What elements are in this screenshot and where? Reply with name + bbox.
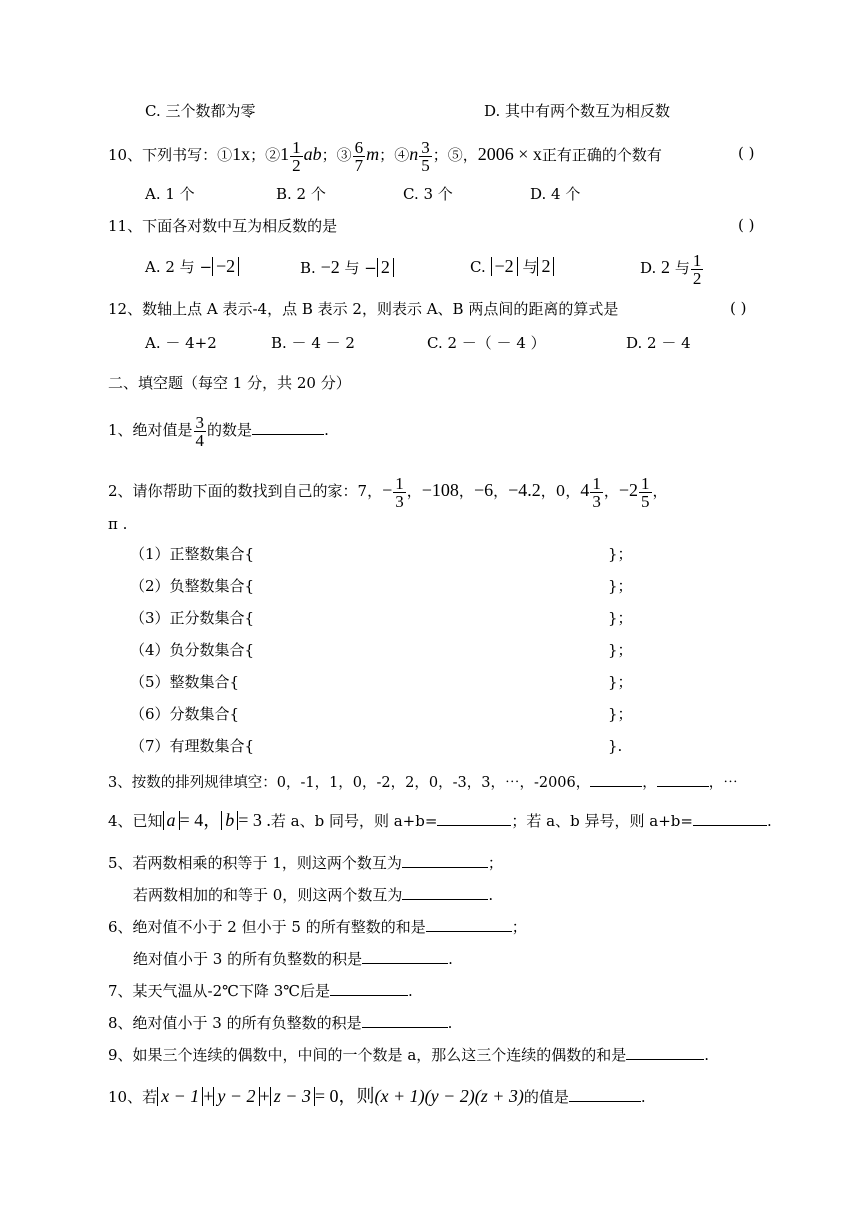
answer-blank[interactable] — [426, 931, 512, 932]
q10-option-c: C. 3 个 — [403, 185, 453, 203]
q10-expr-4-frac: $\frac{3}{5}$ — [421, 137, 430, 175]
q12-option-b: B. － 4 － 2 — [271, 334, 355, 352]
fill-6-line-2: 绝对值小于 3 的所有负整数的积是 . — [133, 950, 453, 968]
q10-stem: 10、下列书写：①1x；②1 $\frac{1}{2}$ ab；③ $\frac{6}{7}$ m；④n $\frac{3}{5}$ ；⑤，2006 × x正有正确的个数有 — [108, 137, 662, 175]
section-heading: 二、填空题（每空 1 分，共 20 分） — [108, 374, 351, 392]
set-end-4: }； — [608, 641, 633, 659]
answer-blank[interactable] — [252, 434, 324, 435]
fraction: $\frac{1}{3}$ — [395, 473, 404, 511]
set-label-6: （6）分数集合{ — [130, 705, 240, 723]
answer-blank[interactable] — [590, 786, 642, 787]
q10-expr-2-frac: $\frac{1}{2}$ — [292, 137, 301, 175]
set-end-3: }； — [608, 609, 633, 627]
fill-4: 4、已知 a = 4， b = 3 .若 a、b 同号，则 a+b= ；若 a、b 异号，则 a+b= . — [108, 810, 772, 830]
circle-1: ① — [217, 146, 233, 164]
fraction: $\frac{3}{4}$ — [195, 412, 205, 450]
set-end-5: }； — [608, 673, 633, 691]
fraction: $\frac{1}{2}$ — [692, 250, 702, 288]
circle-2: ② — [265, 146, 281, 164]
answer-blank[interactable] — [402, 899, 488, 900]
abs-value: −2 — [212, 257, 239, 276]
fill-5-line-2: 若两数相加的和等于 0，则这两个数互为 . — [133, 886, 494, 904]
fill-10: 10、若 x − 1 + y − 2 + z − 3 = 0，则(x + 1)(y − 2)(z + 3)的值是 . — [108, 1086, 646, 1106]
q10-expr-4-var: n — [409, 144, 419, 164]
answer-blank[interactable] — [657, 786, 709, 787]
q10-option-d: D. 4 个 — [530, 185, 581, 203]
q12-stem: 12、数轴上点 A 表示-4，点 B 表示 2，则表示 A、B 两点间的距离的算式是 — [108, 300, 619, 318]
circle-3: ③ — [336, 146, 352, 164]
q10-expr-1: 1x — [232, 144, 251, 164]
set-label-1: （1）正整数集合{ — [130, 545, 255, 563]
abs-value: 2 — [377, 258, 394, 277]
separator: ； — [250, 146, 266, 164]
abs-b: b — [221, 811, 238, 830]
q10-number: 10、下列书写： — [108, 146, 218, 164]
set-end-6: }； — [608, 705, 633, 723]
q11-option-a: A. 2 与 − −2 — [145, 255, 239, 279]
fill-2: 2、请你帮助下面的数找到自己的家：7，− $\frac{1}{3}$ ，−108，−6，−4.2，0，4 $\frac{1}{3}$ ，−2 $\frac{1}{5}$ ， — [108, 473, 668, 511]
fill-9: 9、如果三个连续的偶数中，中间的一个数是 a，那么这三个连续的偶数的和是 . — [108, 1046, 710, 1064]
q12-option-c: C. 2 －（ － 4 ） — [427, 334, 546, 352]
q10-expr-5: 2006 × x — [477, 144, 542, 164]
abs-value: z − 3 — [270, 1087, 315, 1106]
q11-answer-paren: ( ) — [738, 216, 755, 234]
fill-5-line-1: 5、若两数相乘的积等于 1，则这两个数互为 ； — [108, 854, 503, 872]
q10-tail: 正有正确的个数有 — [541, 146, 662, 164]
answer-blank[interactable] — [330, 995, 408, 996]
abs-value: x − 1 — [157, 1087, 203, 1106]
abs-value: y − 2 — [213, 1087, 259, 1106]
answer-blank[interactable] — [437, 825, 511, 826]
fill-7: 7、某天气温从-2℃下降 3℃后是 . — [108, 982, 413, 1000]
q10-expr-2-int: 1 — [280, 144, 290, 164]
q12-answer-paren: ( ) — [730, 299, 747, 317]
q10-option-a: A. 1 个 — [145, 185, 195, 203]
set-label-2: （2）负整数集合{ — [130, 577, 255, 595]
answer-blank[interactable] — [693, 825, 767, 826]
set-end-2: }； — [608, 577, 633, 595]
q12-option-a: A. － 4+2 — [145, 334, 217, 352]
q11-option-c: C. −2 与 2 — [470, 255, 554, 279]
fill-1: 1、绝对值是 $\frac{3}{4}$ 的数是 . — [108, 412, 329, 450]
abs-a: a — [163, 811, 180, 830]
fill-8: 8、绝对值小于 3 的所有负整数的积是 . — [108, 1014, 453, 1032]
q11-stem: 11、下面各对数中互为相反数的是 — [108, 217, 338, 235]
set-end-7: }. — [608, 737, 623, 755]
fraction: $\frac{1}{3}$ — [592, 473, 601, 511]
q12-option-d: D. 2 － 4 — [626, 334, 691, 352]
answer-blank[interactable] — [569, 1101, 641, 1102]
circle-4: ④ — [394, 146, 410, 164]
circle-5: ⑤， — [447, 146, 478, 164]
fill-3: 3、按数的排列规律填空：0，-1，1，0，-2，2，0，-3，3，⋯，-2006， ， ，⋯ — [108, 775, 738, 791]
q10-option-b: B. 2 个 — [276, 185, 326, 203]
set-label-3: （3）正分数集合{ — [130, 609, 255, 627]
q11-option-d: D. 2 与 $\frac{1}{2}$ — [640, 250, 702, 288]
q9-option-d: D. 其中有两个数互为相反数 — [484, 102, 671, 120]
answer-blank[interactable] — [626, 1059, 704, 1060]
fill-2-pi: π . — [108, 515, 128, 533]
q10-expr-3-var: m — [366, 144, 380, 164]
set-label-4: （4）负分数集合{ — [130, 641, 255, 659]
answer-blank[interactable] — [362, 1027, 448, 1028]
q10-expr-3-frac: $\frac{6}{7}$ — [354, 137, 364, 175]
fraction: $\frac{1}{5}$ — [641, 473, 650, 511]
q9-option-c: C. 三个数都为零 — [145, 102, 256, 120]
answer-blank[interactable] — [362, 963, 448, 964]
fill-6-line-1: 6、绝对值不小于 2 但小于 5 的所有整数的和是 ； — [108, 918, 527, 936]
set-end-1: }； — [608, 545, 633, 563]
abs-value: −2 — [491, 257, 518, 276]
set-label-7: （7）有理数集合{ — [130, 737, 255, 755]
q10-answer-paren: ( ) — [738, 144, 755, 162]
abs-value: 2 — [537, 257, 554, 276]
q10-expr-2-var: ab — [303, 144, 322, 164]
answer-blank[interactable] — [402, 867, 488, 868]
q11-option-b: B. −2 与 − 2 — [300, 255, 394, 280]
set-label-5: （5）整数集合{ — [130, 673, 240, 691]
